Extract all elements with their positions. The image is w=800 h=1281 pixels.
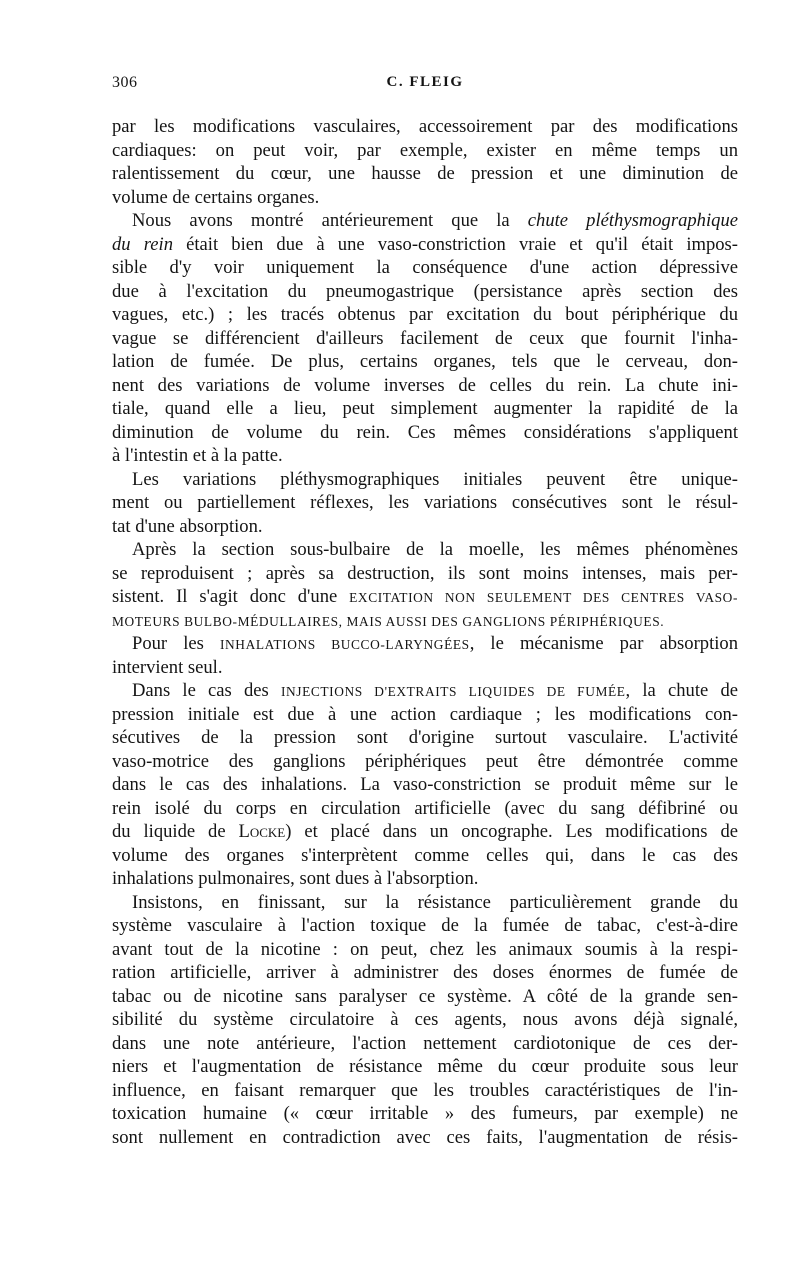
text-segment: tabac ou de nicotine sans paralyser ce système. A côté de la grande sen- xyxy=(112,985,738,1007)
italic-text: du rein xyxy=(112,233,173,255)
small-caps-text: EXCITATION NON SEULEMENT DES CENTRES VASO- xyxy=(349,590,738,605)
text-line xyxy=(112,350,738,374)
text-line xyxy=(112,585,738,609)
text-segment: intervient seul. xyxy=(112,656,223,678)
text-line xyxy=(112,444,738,468)
text-segment: due à l'excitation du pneumogastrique (persistance après section des xyxy=(112,280,738,302)
text-segment: nent des variations de volume inverses de celles du rein. La chute ini- xyxy=(112,374,738,396)
text-line xyxy=(112,186,738,210)
text-line xyxy=(112,421,738,445)
small-caps-text: INHALATIONS BUCCO-LARYNGÉES xyxy=(219,637,470,652)
text-line xyxy=(112,985,738,1009)
text-line xyxy=(112,538,738,562)
text-segment: tat d'une absorption. xyxy=(112,515,263,537)
text-segment: Pour les xyxy=(132,633,220,654)
text-segment: à l'intestin et à la patte. xyxy=(112,445,283,466)
text-line xyxy=(112,797,738,821)
text-segment: lation de fumée. De plus, certains organes, tels que le cerveau, don- xyxy=(112,351,738,372)
text-segment: ration artificielle, arriver à administrer des doses énormes de fumée de xyxy=(112,962,738,983)
text-line xyxy=(112,303,738,327)
text-line xyxy=(112,844,738,868)
text-line xyxy=(112,327,738,351)
text-segment: dans une note antérieure, l'action nettement cardiotonique de ces der- xyxy=(112,1032,738,1054)
text-line xyxy=(112,914,738,938)
text-line xyxy=(112,562,738,586)
page-number: 306 xyxy=(112,74,138,91)
text-segment: sistent. Il s'agit donc d'une xyxy=(112,586,350,607)
text-segment: volume de certains organes. xyxy=(112,186,320,208)
text-segment: ) et placé dans un oncographe. Les modifications de xyxy=(285,821,738,842)
text-line xyxy=(112,679,738,703)
text-segment: niers et l'augmentation de résistance même du cœur produite sous leur xyxy=(112,1056,738,1077)
text-segment: pression initiale est due à une action cardiaque ; les modifications con- xyxy=(112,703,738,725)
text-segment: sible d'y voir uniquement la conséquence d'une action dépressive xyxy=(112,257,738,278)
text-line xyxy=(112,1126,738,1150)
text-segment: tiale, quand elle a lieu, peut simplement augmenter la rapidité de la xyxy=(112,398,738,419)
text-segment: volume des organes s'interprètent comme celles qui, dans le cas des xyxy=(112,844,738,866)
text-segment: rein isolé du corps en circulation artificielle (avec du sang défibriné ou xyxy=(112,797,738,819)
text-segment: était bien due à une vaso-constriction vraie et qu'il était impos- xyxy=(173,233,738,255)
text-segment: toxication humaine (« cœur irritable » des fumeurs, par exemple) ne xyxy=(112,1103,738,1124)
text-segment: se reproduisent ; après sa destruction, ils sont moins intenses, mais per- xyxy=(112,562,738,584)
text-line xyxy=(112,397,738,421)
text-line xyxy=(112,656,738,680)
text-segment: cardiaques: on peut voir, par exemple, exister en même temps un xyxy=(112,139,738,161)
text-line xyxy=(112,703,738,727)
text-segment: sécutives de la pression sont d'origine surtout vasculaire. L'activité xyxy=(112,727,738,748)
text-segment: sont nullement en contradiction avec ces faits, l'augmentation de résis- xyxy=(112,1126,738,1148)
text-segment: ralentissement du cœur, une hausse de pression et une diminution de xyxy=(112,163,738,184)
text-segment: inhalations pulmonaires, sont dues à l'absorption. xyxy=(112,868,479,889)
text-line xyxy=(112,1079,738,1103)
text-segment: Les variations pléthysmographiques initiales peuvent être unique- xyxy=(132,468,738,490)
text-segment: ment ou partiellement réflexes, les variations consécutives sont le résul- xyxy=(112,492,738,513)
text-line xyxy=(112,280,738,304)
text-line xyxy=(112,891,738,915)
text-line xyxy=(112,209,738,233)
small-caps-text: Locke xyxy=(238,821,286,842)
italic-text: chute pléthysmographique xyxy=(527,210,738,231)
text-segment: vagues, etc.) ; les tracés obtenus par excitation du bout périphérique du xyxy=(112,304,738,325)
text-line xyxy=(112,115,738,139)
text-segment: par les modifications vasculaires, accessoirement par des modifications xyxy=(112,116,738,137)
text-line xyxy=(112,1008,738,1032)
text-line xyxy=(112,867,738,891)
text-segment: diminution de volume du rein. Ces mêmes considérations s'appliquent xyxy=(112,421,738,443)
text-segment: Insistons, en finissant, sur la résistance particulièrement grande du xyxy=(132,891,738,913)
text-line xyxy=(112,938,738,962)
body-text xyxy=(112,115,738,1149)
text-line xyxy=(112,773,738,797)
text-line xyxy=(112,1032,738,1056)
text-line xyxy=(112,515,738,539)
small-caps-text: INJECTIONS D'EXTRAITS LIQUIDES DE FUMÉE xyxy=(280,684,626,699)
running-head xyxy=(112,74,738,98)
text-line xyxy=(112,491,738,515)
small-caps-text: MOTEURS BULBO-MÉDULLAIRES, MAIS AUSSI DES GANGLIONS PÉRIPHÉRIQUES. xyxy=(112,613,665,629)
text-line xyxy=(112,750,738,774)
text-line xyxy=(112,1055,738,1079)
text-line xyxy=(112,256,738,280)
text-segment: , la chute de xyxy=(625,680,738,701)
text-segment: Nous avons montré antérieurement que la xyxy=(132,210,528,231)
text-line xyxy=(112,233,738,257)
text-segment: du liquide de xyxy=(112,821,239,842)
text-segment: influence, en faisant remarquer que les troubles caractéristiques de l'in- xyxy=(112,1079,738,1101)
text-segment: vaso-motrice des ganglions périphériques peut être démontrée comme xyxy=(112,750,738,772)
text-line xyxy=(112,609,738,633)
text-line xyxy=(112,726,738,750)
text-line xyxy=(112,632,738,656)
text-segment: dans le cas des inhalations. La vaso-constriction se produit même sur le xyxy=(112,774,738,795)
text-segment: sibilité du système circulatoire à ces agents, nous avons déjà signalé, xyxy=(112,1009,738,1030)
text-line xyxy=(112,139,738,163)
text-line xyxy=(112,468,738,492)
text-line xyxy=(112,961,738,985)
running-title: C. FLEIG xyxy=(386,74,464,90)
text-line xyxy=(112,162,738,186)
text-line xyxy=(112,374,738,398)
text-segment: vague se différencient d'ailleurs facilement de ceux que fournit l'inha- xyxy=(112,327,738,349)
text-line xyxy=(112,1102,738,1126)
text-segment: , le mécanisme par absorption xyxy=(469,633,738,654)
text-line xyxy=(112,820,738,844)
text-segment: Dans le cas des xyxy=(132,680,281,701)
text-segment: Après la section sous-bulbaire de la moelle, les mêmes phénomènes xyxy=(132,539,738,560)
text-segment: système vasculaire à l'action toxique de la fumée de tabac, c'est-à-dire xyxy=(112,915,738,936)
text-segment: avant tout de la nicotine : on peut, chez les animaux soumis à la respi- xyxy=(112,938,738,960)
